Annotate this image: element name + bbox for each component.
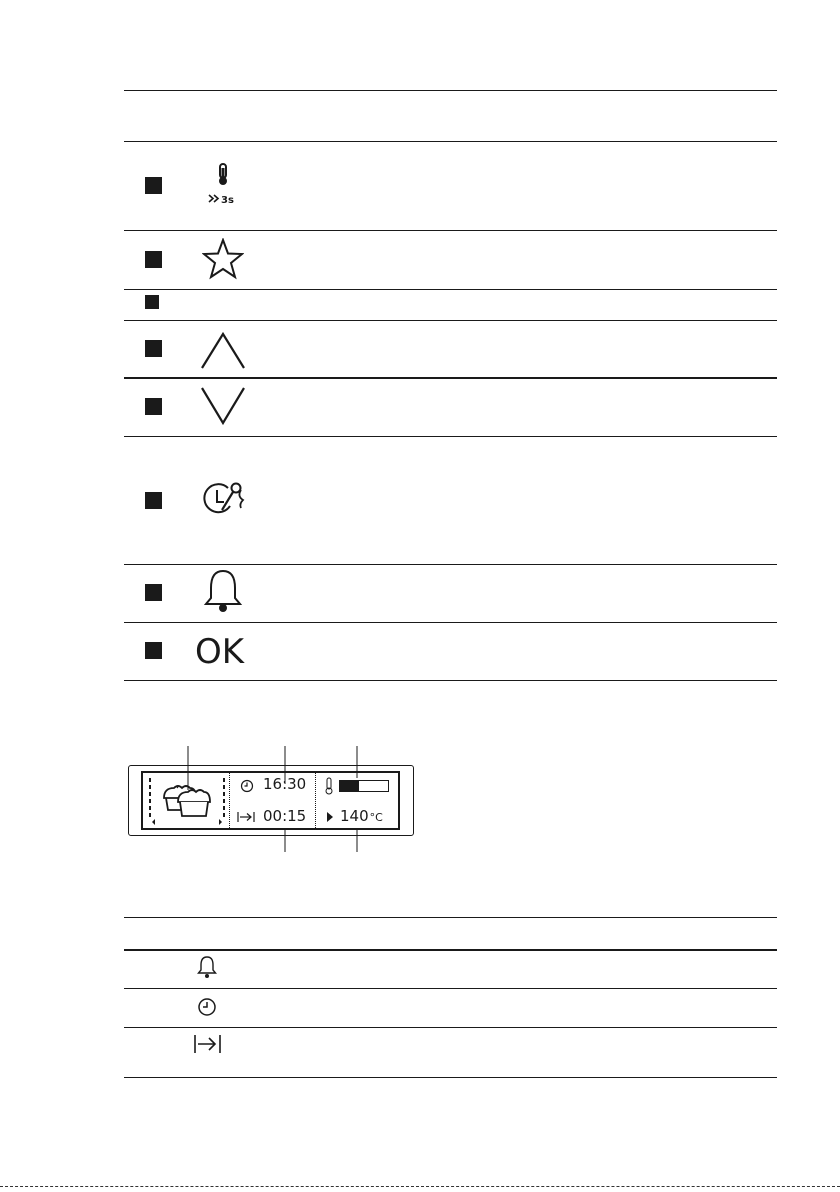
arrow-down-icon xyxy=(200,386,246,426)
row-marker xyxy=(145,251,162,268)
duration-icon xyxy=(237,810,257,824)
clock-icon xyxy=(240,779,254,793)
table-rule xyxy=(124,1027,777,1028)
temperature-value: 140 xyxy=(340,807,369,825)
bell-icon xyxy=(197,955,217,979)
table-rule xyxy=(124,90,777,91)
thermometer-3s-icon xyxy=(204,163,244,207)
separator xyxy=(229,773,230,828)
table-rule xyxy=(124,230,777,231)
table-rule xyxy=(124,622,777,623)
table-rule xyxy=(124,320,777,321)
table-rule xyxy=(124,680,777,681)
table-rule xyxy=(124,1077,777,1078)
table-rule xyxy=(124,436,777,437)
table-rule xyxy=(124,289,777,290)
three-seconds-label: 3s xyxy=(221,195,234,206)
play-arrow-icon xyxy=(326,812,334,822)
table-rule xyxy=(124,377,777,379)
time-of-day: 16:30 xyxy=(263,775,307,793)
star-icon xyxy=(202,238,244,280)
timer-probe-icon xyxy=(200,480,248,520)
table-rule xyxy=(124,141,777,142)
bell-icon xyxy=(203,568,243,614)
thermometer-icon xyxy=(323,777,335,795)
clock-icon xyxy=(197,997,217,1017)
duration-value: 00:15 xyxy=(263,807,307,825)
arrow-up-icon xyxy=(200,330,246,370)
duration-icon xyxy=(193,1033,223,1055)
ok-icon xyxy=(195,632,251,668)
row-marker xyxy=(145,295,159,309)
row-marker xyxy=(145,492,162,509)
table-rule xyxy=(124,917,777,918)
temperature-readout xyxy=(340,807,383,825)
row-marker xyxy=(145,340,162,357)
heat-up-bar xyxy=(339,780,389,792)
table-rule xyxy=(124,564,777,565)
row-marker xyxy=(145,584,162,601)
ok-label: OK xyxy=(195,632,245,668)
row-marker xyxy=(145,642,162,659)
bakery-function-icon xyxy=(144,774,228,828)
row-marker xyxy=(145,177,162,194)
table-rule xyxy=(124,988,777,989)
temperature-unit: °C xyxy=(369,811,383,824)
row-marker xyxy=(145,398,162,415)
page-cut-line xyxy=(0,1186,840,1187)
separator xyxy=(315,773,316,828)
heat-up-fill xyxy=(340,781,359,791)
table-rule xyxy=(124,949,777,951)
